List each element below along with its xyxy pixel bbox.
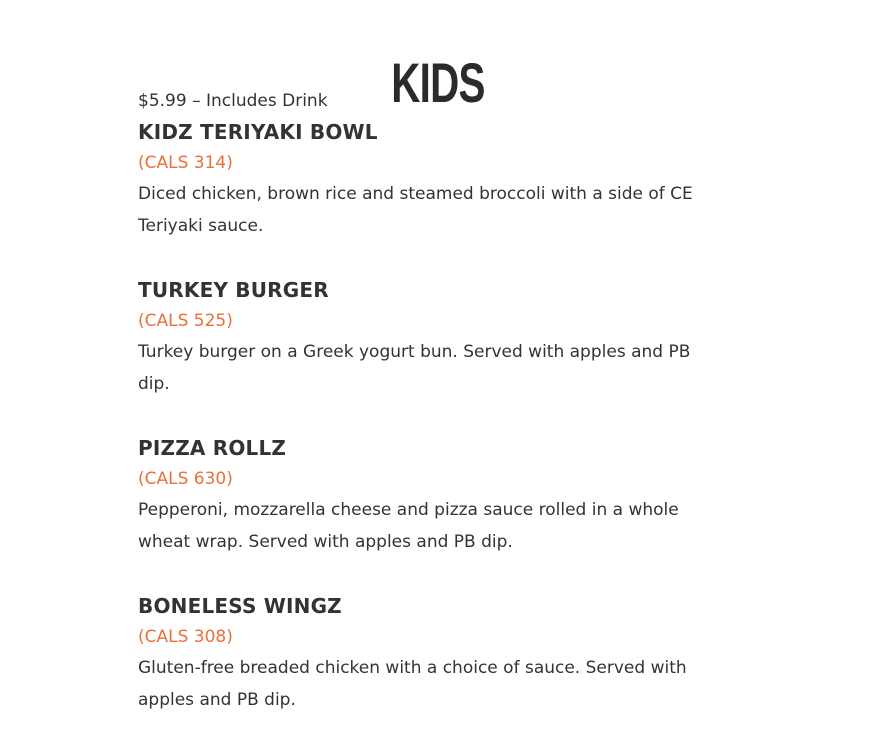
menu-item-name: BONELESS WINGZ bbox=[138, 594, 342, 618]
menu-item-boneless-wingz bbox=[138, 590, 718, 716]
menu-item-pizza-rollz bbox=[138, 432, 718, 558]
menu-item-turkey-burger bbox=[138, 274, 718, 400]
menu-item-description: Diced chicken, brown rice and steamed broccoli with a side of CE Teriyaki sauce. bbox=[138, 184, 693, 236]
menu-item-description: Turkey burger on a Greek yogurt bun. Served with apples and PB dip. bbox=[138, 342, 691, 394]
menu-item-name: KIDZ TERIYAKI BOWL bbox=[138, 120, 378, 144]
menu-item-calories: (CALS 630) bbox=[138, 469, 233, 489]
menu-item-kidz-teriyaki-bowl bbox=[138, 116, 718, 242]
menu-section-kids bbox=[138, 86, 718, 748]
menu-item-description: Pepperoni, mozzarella cheese and pizza sauce rolled in a whole wheat wrap. Served with apples and PB dip. bbox=[138, 500, 679, 552]
price-line: $5.99 – Includes Drink bbox=[138, 91, 328, 111]
menu-item-calories: (CALS 525) bbox=[138, 311, 233, 331]
page-title: KIDS bbox=[391, 50, 485, 114]
menu-item-calories: (CALS 308) bbox=[138, 627, 233, 647]
menu-item-name: PIZZA ROLLZ bbox=[138, 436, 287, 460]
menu-item-name: TURKEY BURGER bbox=[138, 278, 329, 302]
menu-item-description: Gluten-free breaded chicken with a choice of sauce. Served with apples and PB dip. bbox=[138, 658, 687, 710]
menu-item-calories: (CALS 314) bbox=[138, 153, 233, 173]
